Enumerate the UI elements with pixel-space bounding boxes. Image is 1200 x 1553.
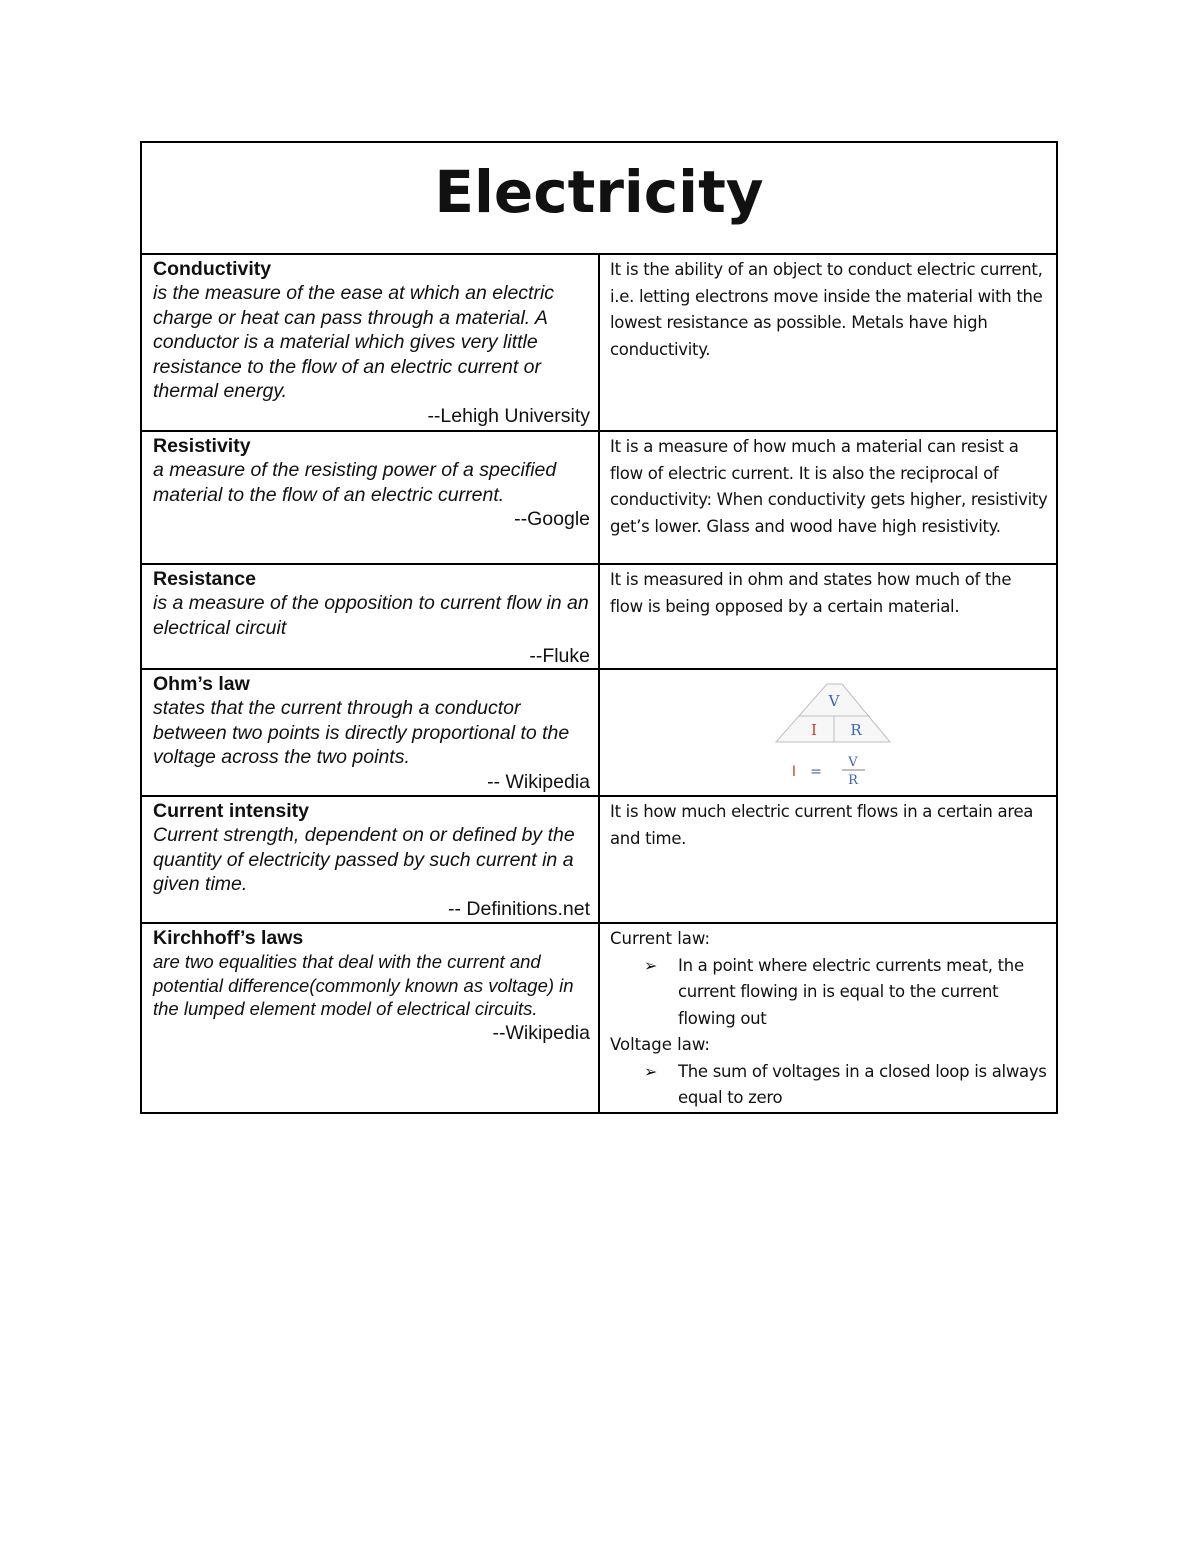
term-label: Resistance [153, 568, 256, 590]
ohms-law-triangle-diagram [770, 678, 910, 790]
list-item [610, 953, 1048, 1033]
arrow-bullet-icon: ➢ [644, 1061, 658, 1081]
definition-source: -- Definitions.net [448, 897, 590, 920]
triangle-top-label: V [828, 692, 840, 710]
term-label: Resistivity [153, 435, 251, 457]
table-row [141, 564, 1057, 669]
term-label: Conductivity [153, 258, 272, 280]
term-explanation: It is a measure of how much a material can resist a flow of electric current. It is also the reciprocal of conductivity: When conductivity gets higher, resistivity get’s lower. Glass and wood have high resistivity. [610, 437, 1048, 536]
table-row [141, 431, 1057, 564]
explanation-cell [599, 564, 1057, 669]
page-title: Electricity [434, 158, 764, 226]
term-label: Current intensity [153, 800, 310, 822]
definition-cell [141, 669, 599, 796]
electricity-table [140, 141, 1058, 1114]
definition-cell [141, 923, 599, 1113]
explanation-cell [599, 923, 1057, 1113]
ohms-law-diagram-cell [599, 669, 1057, 796]
term-label: Ohm’s law [153, 673, 250, 695]
current-law-text: In a point where electric currents meat, the current flowing in is equal to the current flowing out [678, 955, 1024, 1028]
voltage-law-text: The sum of voltages in a closed loop is always equal to zero [678, 1061, 1047, 1107]
term-explanation: It is how much electric current flows in a certain area and time. [610, 802, 1034, 848]
formula-lhs: I [791, 764, 797, 780]
title-cell [141, 142, 1057, 254]
triangle-left-label: I [811, 721, 817, 739]
triangle-right-label: R [850, 721, 862, 739]
voltage-law-title: Voltage law: [610, 1035, 710, 1054]
definition-source: -- Wikipedia [487, 770, 590, 793]
term-explanation: It is measured in ohm and states how much of the flow is being opposed by a certain material. [610, 570, 1012, 616]
term-label: Kirchhoff’s laws [153, 927, 304, 949]
term-explanation: It is the ability of an object to conduct electric current, i.e. letting electrons move inside the material with the lowest resistance as possible. Metals have high conductivity. [610, 260, 1043, 359]
formula-numerator: V [848, 755, 858, 770]
term-definition: is the measure of the ease at which an electric charge or heat can pass through a material. A conductor is a material which gives very little resistance to the flow of an electric current or thermal energy. [153, 282, 555, 402]
term-definition: a measure of the resisting power of a specified material to the flow of an electric current. [153, 459, 557, 506]
list-item [610, 1059, 1048, 1112]
term-definition: are two equalities that deal with the current and potential difference(commonly known as voltage) in the lumped element model of electrical circuits. [153, 951, 574, 1019]
formula-denominator: R [848, 773, 858, 788]
definition-cell [141, 431, 599, 564]
definition-cell [141, 254, 599, 431]
current-law-title: Current law: [610, 929, 711, 948]
term-definition: is a measure of the opposition to current flow in an electrical circuit [153, 592, 589, 639]
table-row [141, 254, 1057, 431]
definition-cell [141, 564, 599, 669]
term-definition: Current strength, dependent on or defined by the quantity of electricity passed by such current in a given time. [153, 824, 575, 895]
explanation-cell [599, 254, 1057, 431]
arrow-bullet-icon: ➢ [644, 955, 658, 975]
definition-cell [141, 796, 599, 923]
definition-source: --Fluke [529, 645, 590, 667]
explanation-cell [599, 796, 1057, 923]
explanation-cell [599, 431, 1057, 564]
definition-source: --Google [514, 508, 590, 530]
table-row [141, 923, 1057, 1113]
term-definition: states that the current through a conductor between two points is directly proportional to the voltage across the two points. [153, 697, 570, 768]
formula-equals: = [810, 764, 822, 780]
definition-source: --Wikipedia [492, 1021, 590, 1044]
definition-source: --Lehigh University [427, 404, 590, 427]
table-row [141, 796, 1057, 923]
table-row [141, 669, 1057, 796]
